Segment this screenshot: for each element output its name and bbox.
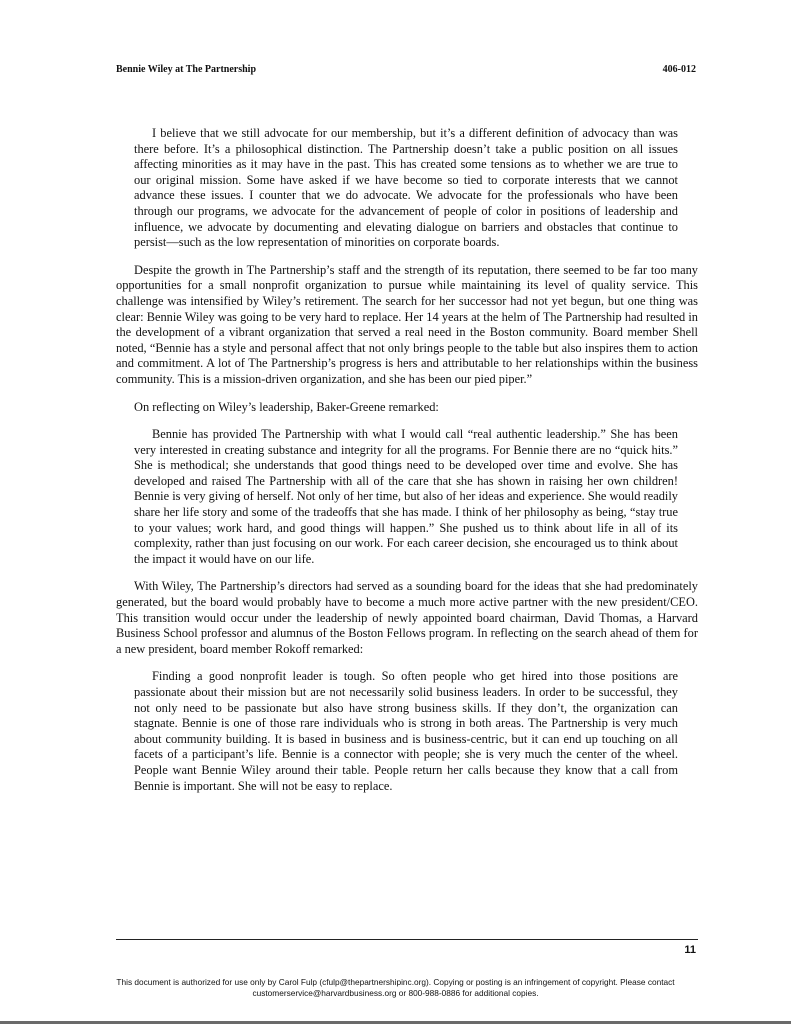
body-text xyxy=(116,126,698,794)
body-paragraph: On reflecting on Wiley’s leadership, Baker-Greene remarked: xyxy=(134,399,439,414)
block-quote: Finding a good nonprofit leader is tough. So often people who get hired into those positions are passionate about their mission but are not necessarily solid business leaders. In order to be successful, they not only need to be passionate but also have strong business skills. If they don’t, the organization can stagnate. Bennie is one of those rare individuals who is strong in both areas. The Partnership is very much about community building. It is based in business and is business-centric, but it can end up touching on all facets of a participant’s life. Bennie is a connector with people; she is very much the center of the wheel. People want Bennie Wiley around their table. People return her calls because they know that a call from Bennie is important. She will not be easy to replace. xyxy=(134,669,678,793)
footer-rule xyxy=(116,939,698,940)
running-header xyxy=(116,64,696,80)
copyright-line-2: customerservice@harvardbusiness.org or 800-988-0886 for additional copies. xyxy=(252,987,539,998)
page-number: 11 xyxy=(684,944,696,956)
block-quote: I believe that we still advocate for our membership, but it’s a different definition of advocacy than was there before. It’s a philosophical distinction. The Partnership doesn’t take a public position on all issues affecting minorities as it may have in the past. This has created some tensions as to whether we are true to our original mission. Some have asked if we have become so tied to corporate interests that we cannot advance these issues. I counter that we do advocate. We advocate for the professionals who have been through our programs, we advocate for the advancement of people of color in positions of leadership and influence, we advocate by documenting and elevating dialogue on barriers and obstacles that continue to persist—such as the low representation of minorities on corporate boards. xyxy=(134,126,678,250)
copyright-notice xyxy=(60,977,731,998)
case-number: 406-012 xyxy=(662,64,696,75)
body-paragraph: Despite the growth in The Partnership’s staff and the strength of its reputation, there seemed to be far too many opportunities for a small nonprofit organization to pursue while maintaining its level of quality service. This challenge was intensified by Wiley’s retirement. The search for her successor had not yet begun, but one thing was clear: Bennie Wiley was going to be very hard to replace. Her 14 years at the helm of The Partnership had resulted in the development of a vibrant organization that served a real need in the Boston community. Board member Shell noted, “Bennie has a style and personal affect that not only brings people to the table but also inspires them to action and commitment. A lot of The Partnership’s progress is hers and attributable to her relationships within the business community. This is a mission-driven organization, and she has been our pied piper.” xyxy=(116,262,698,386)
copyright-line-1: This document is authorized for use only by Carol Fulp (cfulp@thepartnershipinc.org). Copying or posting is an infringement of copyright. Please contact xyxy=(116,977,675,987)
body-paragraph: With Wiley, The Partnership’s directors had served as a sounding board for the ideas that she had predominately generated, but the board would probably have to become a much more active partner with the new president/CEO. This transition would occur under the leadership of newly appointed board chairman, David Thomas, a Harvard Business School professor and alumnus of the Boston Fellows program. In reflecting on the search ahead of them for a new president, board member Rokoff remarked: xyxy=(116,579,698,656)
header-title: Bennie Wiley at The Partnership xyxy=(116,64,257,75)
block-quote: Bennie has provided The Partnership with what I would call “real authentic leadership.” She has been very interested in creating substance and integrity for all the programs. For Bennie there are no “quick hits.” She is methodical; she understands that good things need to be developed over time and evolve. She has developed and raised The Partnership with all of the care that she has shown in raising her own children! Bennie is very giving of herself. Not only of her time, but also of her ideas and experience. She would readily share her life story and some of the tradeoffs that she has made. I think of her philosophy as being, “stay true to your values; work hard, and good things will happen.” She pushed us to think about life in all of its complexity, rather than just focusing on our work. For each career decision, she encouraged us to think about the impact it would have on our life. xyxy=(134,427,679,566)
